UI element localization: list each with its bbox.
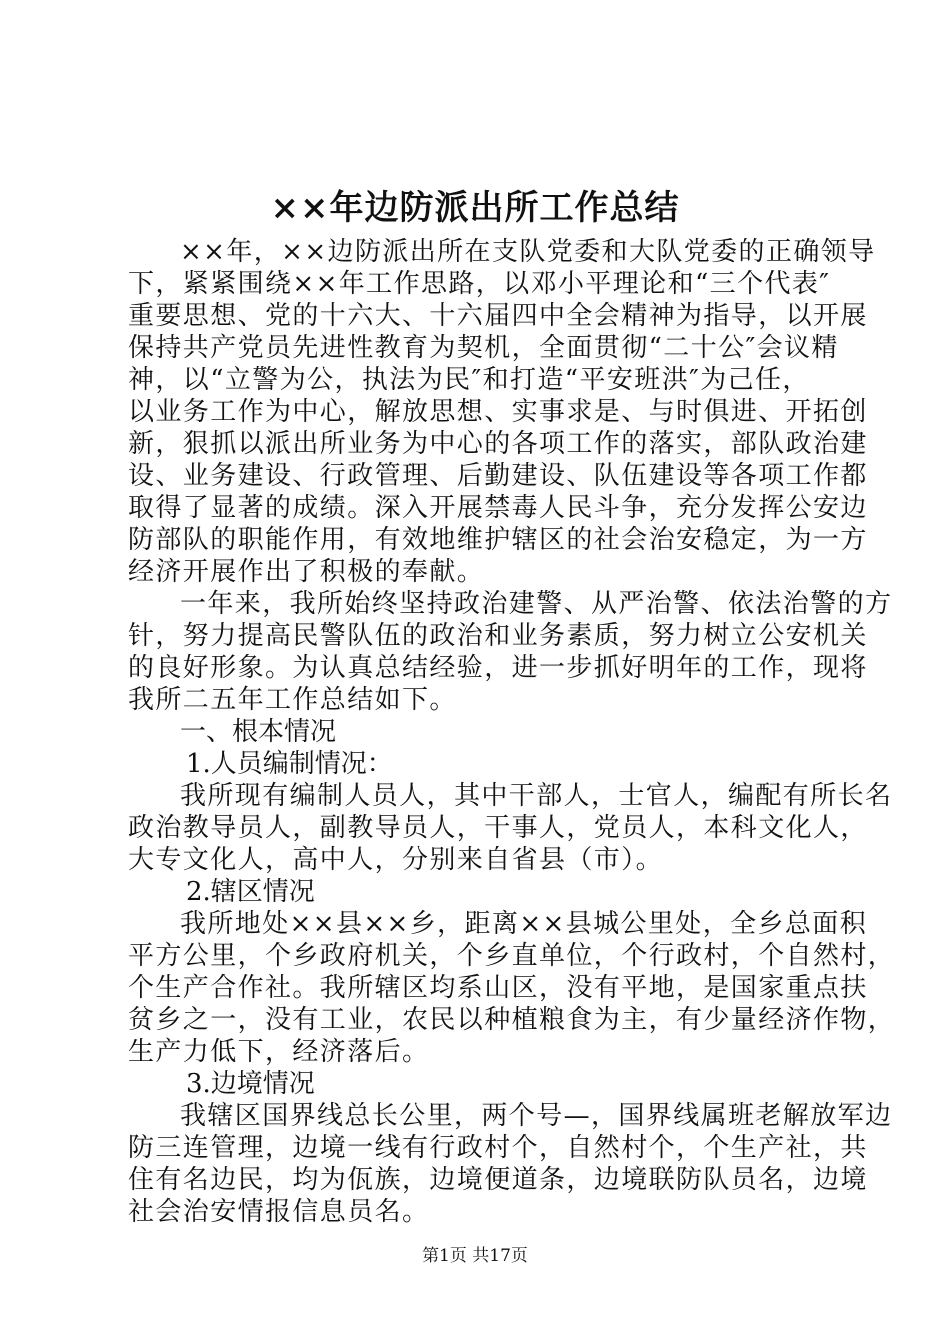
subsection-heading: 1.人员编制情况：: [186, 749, 393, 779]
paragraph-line: ××年，××边防派出所在支队党委和大队党委的正确领导: [180, 237, 876, 267]
paragraph-line: 生产力低下，经济落后。: [128, 1037, 430, 1067]
paragraph-line: 我所二五年工作总结如下。: [128, 685, 457, 715]
paragraph-line: 政治教导员人，副教导员人，干事人，党员人，本科文化人，: [128, 813, 868, 843]
paragraph-line: 保持共产党员先进性教育为契机，全面贯彻“二十公″会议精: [128, 333, 839, 363]
paragraph-line: 大专文化人，高中人，分别来自省县（市）。: [128, 845, 664, 875]
section-heading: 一、根本情况: [180, 717, 337, 747]
document-title: ××年边防派出所工作总结: [270, 188, 680, 228]
paragraph-line: 取得了显著的成绩。深入开展禁毒人民斗争，充分发挥公安边: [128, 493, 868, 523]
subsection-heading: 3.边境情况: [186, 1069, 315, 1099]
paragraph-line: 平方公里，个乡政府机关，个乡直单位，个行政村，个自然村，: [128, 941, 896, 971]
paragraph-line: 我辖区国界线总长公里，两个号—，国界线属班老解放军边: [180, 1101, 893, 1131]
paragraph-line: 住有名边民，均为佤族，边境便道条，边境联防队员名，边境: [128, 1165, 868, 1195]
paragraph-line: 重要思想、党的十六大、十六届四中全会精神为指导，以开展: [128, 301, 868, 331]
page-number-footer: 第1页 共17页: [422, 1246, 528, 1266]
paragraph-line: 下，紧紧围绕××年工作思路，以邓小平理论和“三个代表″: [128, 269, 831, 299]
paragraph-line: 以业务工作为中心，解放思想、实事求是、与时俱进、开拓创: [128, 397, 868, 427]
paragraph-line: 我所地处××县××乡，距离××县城公里处，全乡总面积: [180, 909, 868, 939]
document-body: [128, 236, 896, 1228]
paragraph-line: 新，狠抓以派出所业务为中心的各项工作的落实，部队政治建: [128, 429, 868, 459]
paragraph-line: 设、业务建设、行政管理、后勤建设、队伍建设等各项工作都: [128, 461, 868, 491]
paragraph-line: 贫乡之一，没有工业，农民以种植粮食为主，有少量经济作物，: [128, 1005, 896, 1035]
subsection-heading: 2.辖区情况: [186, 877, 315, 907]
paragraph-line: 个生产合作社。我所辖区均系山区，没有平地，是国家重点扶: [128, 973, 868, 1003]
paragraph-line: 防部队的职能作用，有效地维护辖区的社会治安稳定，为一方: [128, 525, 868, 555]
paragraph-line: 经济开展作出了积极的奉献。: [128, 557, 485, 587]
paragraph-line: 神，以“立警为公，执法为民″和打造“平安班洪″为己任，: [128, 365, 810, 395]
paragraph-line: 针，努力提高民警队伍的政治和业务素质，努力树立公安机关: [128, 621, 868, 651]
paragraph-line: 一年来，我所始终坚持政治建警、从严治警、依法治警的方: [180, 589, 893, 619]
paragraph-line: 社会治安情报信息员名。: [128, 1197, 430, 1227]
paragraph-line: 的良好形象。为认真总结经验，进一步抓好明年的工作，现将: [128, 653, 868, 683]
paragraph-line: 防三连管理，边境一线有行政村个，自然村个，个生产社，共: [128, 1133, 868, 1163]
paragraph-line: 我所现有编制人员人，其中干部人，士官人，编配有所长名: [180, 781, 893, 811]
